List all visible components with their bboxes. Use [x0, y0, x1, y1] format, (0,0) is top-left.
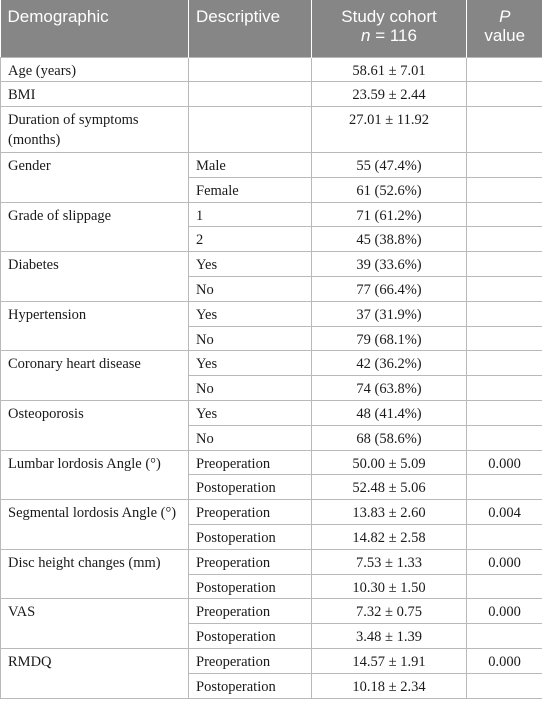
cell-descriptive: Yes	[189, 252, 312, 277]
cell-demographic: Disc height changes (mm)	[1, 549, 189, 599]
cell-study-cohort: 39 (33.6%)	[312, 252, 467, 277]
cell-study-cohort: 13.83 ± 2.60	[312, 500, 467, 525]
cell-p-value	[467, 277, 542, 302]
cell-descriptive: No	[189, 326, 312, 351]
cell-p-value	[467, 326, 542, 351]
table-row	[1, 649, 542, 674]
cell-study-cohort: 23.59 ± 2.44	[312, 82, 467, 107]
cell-p-value	[467, 107, 542, 153]
table-header	[1, 0, 542, 57]
header-demographic: Demographic	[1, 0, 189, 57]
cell-demographic: Grade of slippage	[1, 202, 189, 252]
cell-p-value	[467, 202, 542, 227]
cell-demographic: Segmental lordosis Angle (°)	[1, 500, 189, 550]
cell-descriptive: Postoperation	[189, 574, 312, 599]
cell-descriptive: 2	[189, 227, 312, 252]
cell-demographic: BMI	[1, 82, 189, 107]
cell-p-value	[467, 153, 542, 178]
cell-study-cohort: 61 (52.6%)	[312, 177, 467, 202]
cell-study-cohort: 71 (61.2%)	[312, 202, 467, 227]
cell-descriptive	[189, 107, 312, 153]
table-body	[1, 57, 542, 698]
cell-study-cohort: 77 (66.4%)	[312, 277, 467, 302]
cell-descriptive: No	[189, 425, 312, 450]
header-p-value	[467, 0, 542, 57]
cell-demographic: Hypertension	[1, 301, 189, 351]
cell-study-cohort: 42 (36.2%)	[312, 351, 467, 376]
cell-p-value	[467, 624, 542, 649]
cell-descriptive: No	[189, 376, 312, 401]
cell-descriptive: Yes	[189, 401, 312, 426]
cell-descriptive: Postoperation	[189, 475, 312, 500]
table-row	[1, 549, 542, 574]
header-study-cohort	[312, 0, 467, 57]
cell-demographic: Gender	[1, 153, 189, 203]
cell-descriptive: Preoperation	[189, 649, 312, 674]
header-value-label: value	[484, 26, 526, 45]
cell-study-cohort: 58.61 ± 7.01	[312, 57, 467, 82]
cell-descriptive: Male	[189, 153, 312, 178]
cell-p-value	[467, 227, 542, 252]
table-row	[1, 401, 542, 426]
cell-descriptive: Preoperation	[189, 549, 312, 574]
cell-study-cohort: 27.01 ± 11.92	[312, 107, 467, 153]
cell-descriptive: Postoperation	[189, 673, 312, 698]
cell-descriptive: Preoperation	[189, 450, 312, 475]
cell-study-cohort: 14.82 ± 2.58	[312, 525, 467, 550]
cell-demographic: RMDQ	[1, 649, 189, 699]
cell-demographic: Lumbar lordosis Angle (°)	[1, 450, 189, 500]
cell-study-cohort: 79 (68.1%)	[312, 326, 467, 351]
cell-p-value	[467, 177, 542, 202]
cell-p-value: 0.000	[467, 450, 542, 475]
cell-p-value	[467, 57, 542, 82]
cell-p-value	[467, 673, 542, 698]
cell-study-cohort: 48 (41.4%)	[312, 401, 467, 426]
table-row	[1, 301, 542, 326]
cell-descriptive: 1	[189, 202, 312, 227]
cell-descriptive: Preoperation	[189, 500, 312, 525]
cell-study-cohort: 7.53 ± 1.33	[312, 549, 467, 574]
cell-demographic: Coronary heart disease	[1, 351, 189, 401]
table-row	[1, 599, 542, 624]
cell-p-value	[467, 252, 542, 277]
cell-descriptive: Yes	[189, 351, 312, 376]
cell-descriptive: Postoperation	[189, 624, 312, 649]
cell-p-value	[467, 301, 542, 326]
cell-descriptive: Female	[189, 177, 312, 202]
cell-descriptive: Postoperation	[189, 525, 312, 550]
cell-study-cohort: 68 (58.6%)	[312, 425, 467, 450]
header-p-symbol: P	[499, 7, 511, 26]
cell-p-value: 0.004	[467, 500, 542, 525]
cell-p-value	[467, 475, 542, 500]
header-descriptive: Descriptive	[189, 0, 312, 57]
table-row	[1, 450, 542, 475]
cell-study-cohort: 10.30 ± 1.50	[312, 574, 467, 599]
table-row	[1, 202, 542, 227]
cell-descriptive: Yes	[189, 301, 312, 326]
header-n-value: = 116	[370, 26, 417, 45]
header-n-symbol: n	[361, 26, 371, 45]
header-row	[1, 0, 542, 57]
table-row	[1, 252, 542, 277]
table-row	[1, 107, 542, 153]
cell-p-value: 0.000	[467, 599, 542, 624]
header-study-cohort-label: Study cohort	[341, 7, 437, 26]
cell-study-cohort: 3.48 ± 1.39	[312, 624, 467, 649]
cell-p-value	[467, 401, 542, 426]
cell-p-value	[467, 376, 542, 401]
table-row	[1, 153, 542, 178]
cell-p-value	[467, 525, 542, 550]
table-row	[1, 351, 542, 376]
cell-p-value: 0.000	[467, 649, 542, 674]
cell-study-cohort: 45 (38.8%)	[312, 227, 467, 252]
cell-descriptive: Preoperation	[189, 599, 312, 624]
cell-demographic: VAS	[1, 599, 189, 649]
cell-p-value: 0.000	[467, 549, 542, 574]
cell-p-value	[467, 425, 542, 450]
cell-demographic: Diabetes	[1, 252, 189, 302]
cell-study-cohort: 14.57 ± 1.91	[312, 649, 467, 674]
cell-descriptive: No	[189, 277, 312, 302]
cell-study-cohort: 52.48 ± 5.06	[312, 475, 467, 500]
cell-descriptive	[189, 57, 312, 82]
table-row	[1, 82, 542, 107]
table-row	[1, 57, 542, 82]
cell-study-cohort: 55 (47.4%)	[312, 153, 467, 178]
cell-descriptive	[189, 82, 312, 107]
cell-study-cohort: 7.32 ± 0.75	[312, 599, 467, 624]
cell-demographic: Osteoporosis	[1, 401, 189, 451]
cell-study-cohort: 37 (31.9%)	[312, 301, 467, 326]
cell-p-value	[467, 82, 542, 107]
cell-study-cohort: 74 (63.8%)	[312, 376, 467, 401]
cell-p-value	[467, 574, 542, 599]
cell-study-cohort: 10.18 ± 2.34	[312, 673, 467, 698]
cell-demographic: Age (years)	[1, 57, 189, 82]
cell-study-cohort: 50.00 ± 5.09	[312, 450, 467, 475]
table-row	[1, 500, 542, 525]
cell-demographic: Duration of symptoms (months)	[1, 107, 189, 153]
cell-p-value	[467, 351, 542, 376]
